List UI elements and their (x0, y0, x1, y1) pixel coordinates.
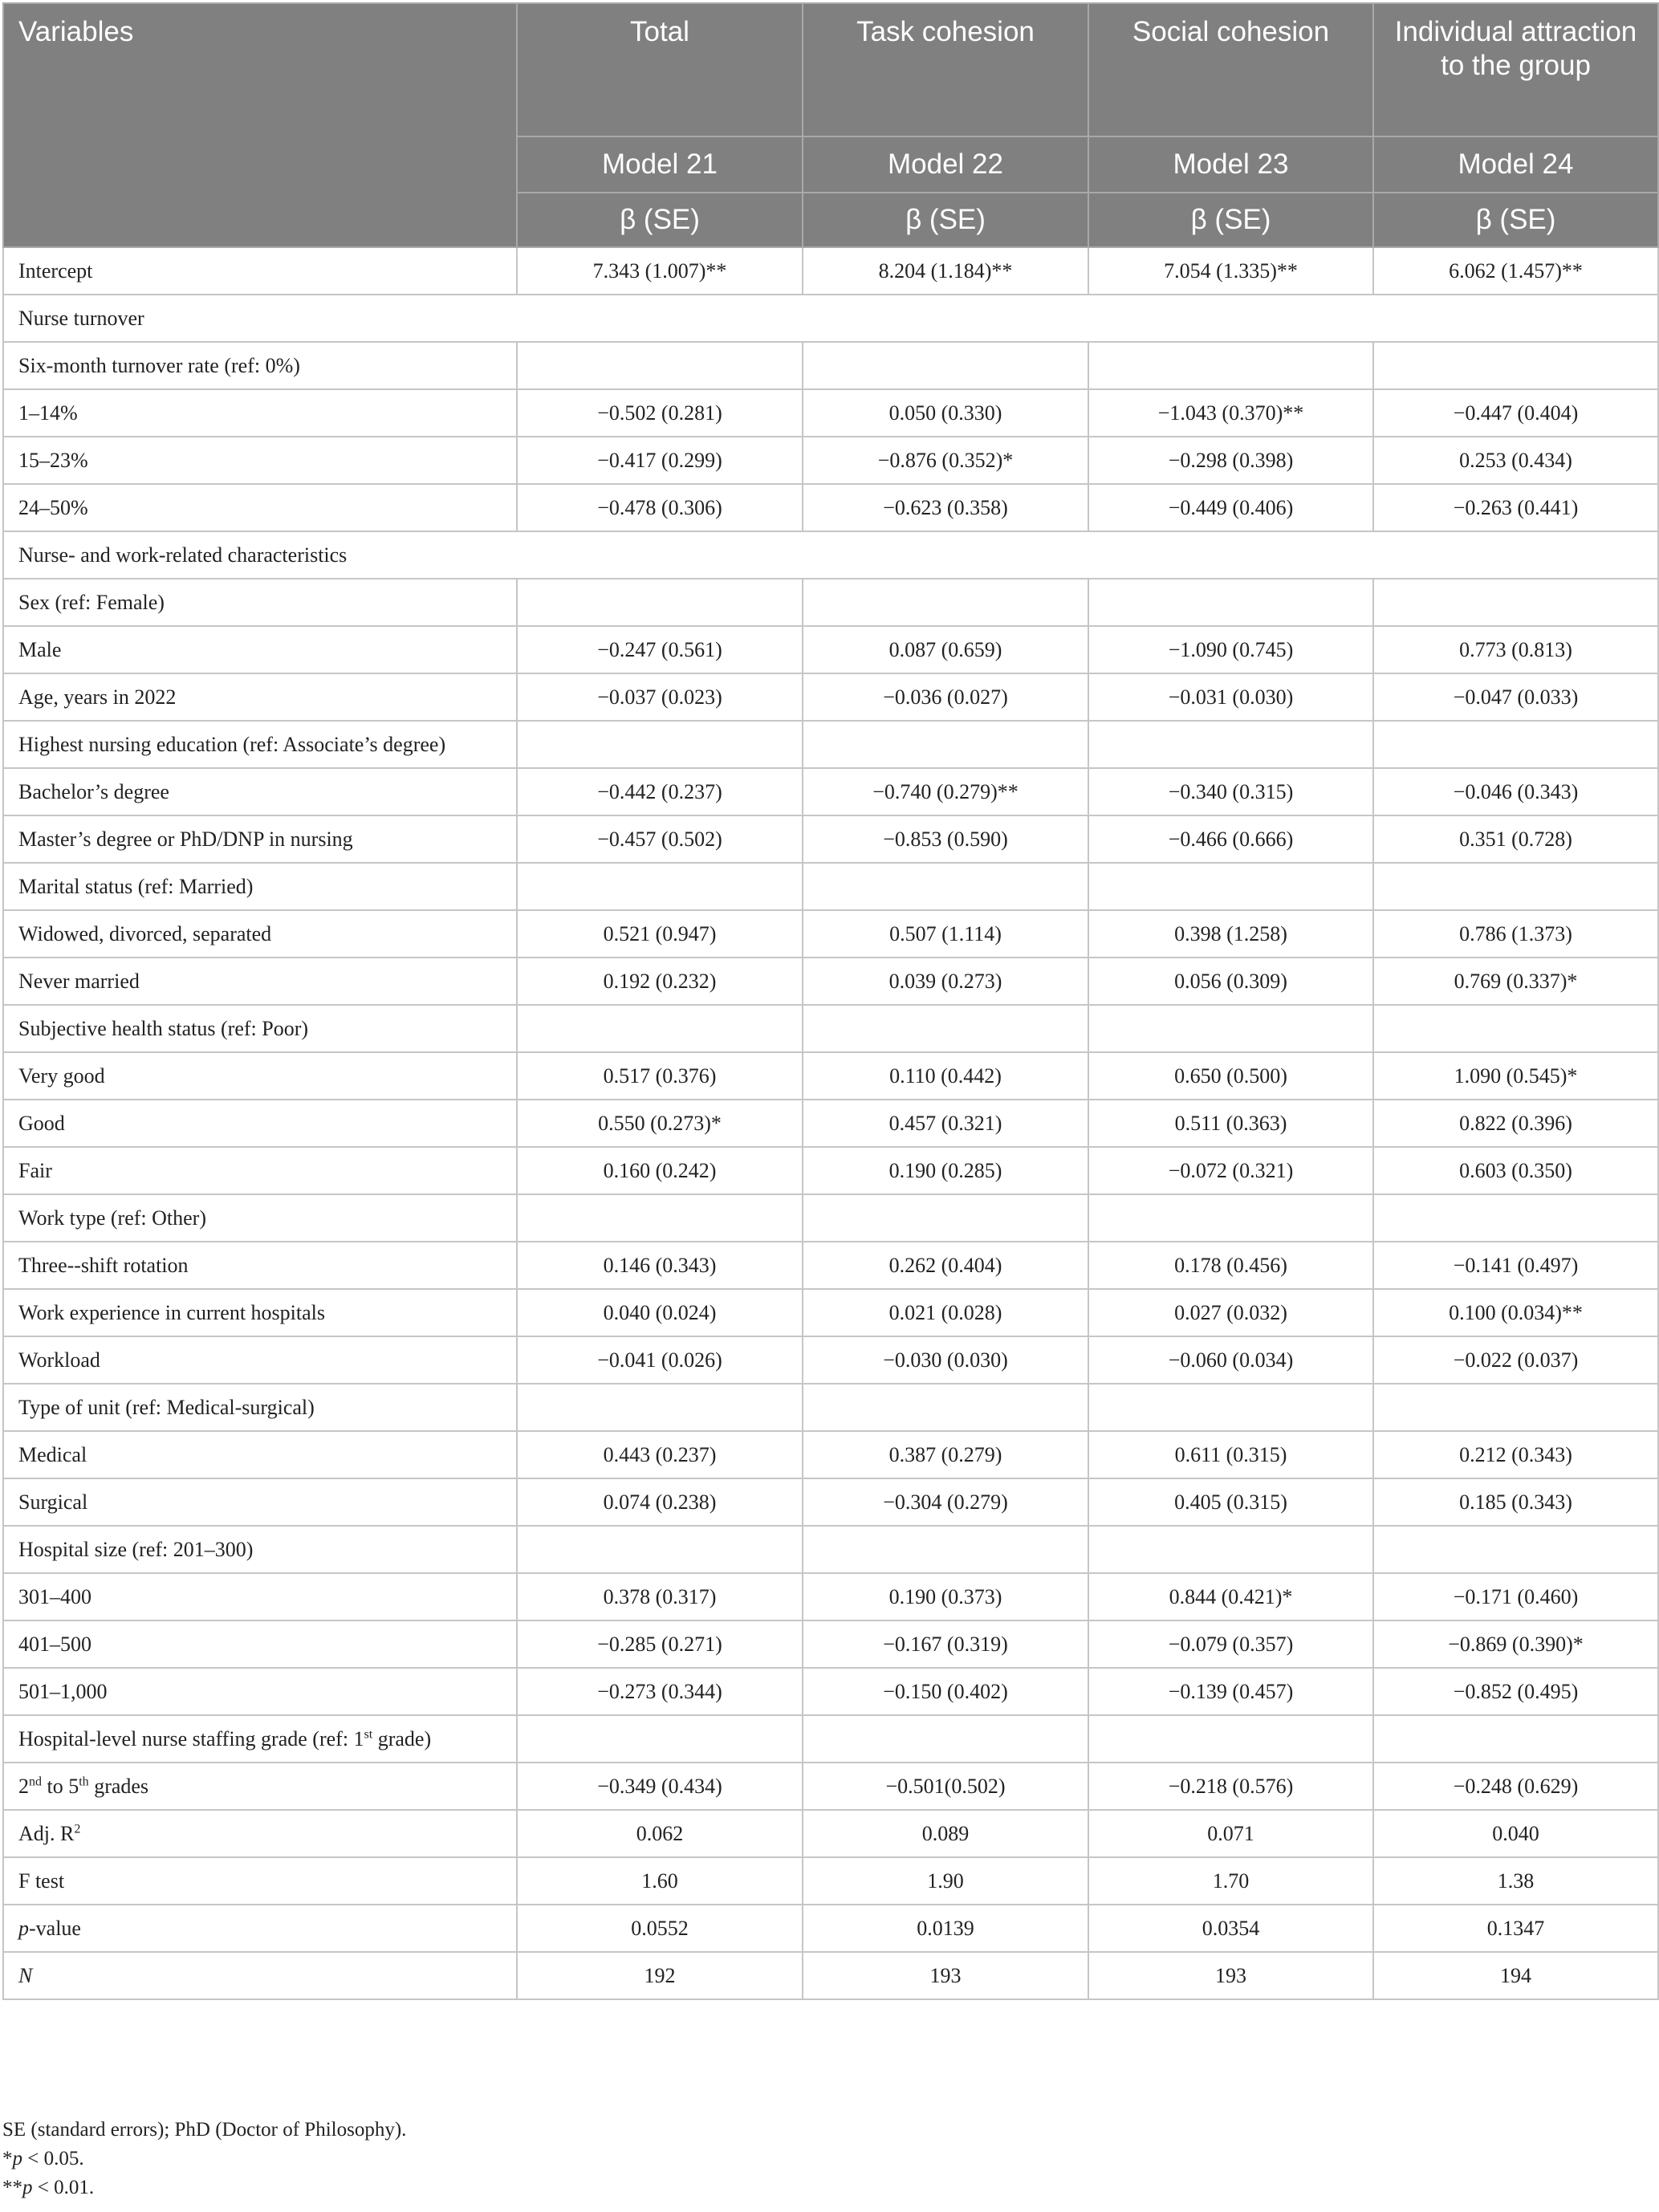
footnote-abbreviations: SE (standard errors); PhD (Doctor of Philosophy). (2, 2119, 407, 2141)
header-stat-2: β (SE) (803, 193, 1088, 247)
row-label: N (3, 1952, 517, 1999)
footnote-significance-01 (2, 2173, 406, 2202)
cell-model-24: −0.022 (0.037) (1373, 1336, 1658, 1384)
row-label: Subjective health status (ref: Poor) (3, 1005, 517, 1052)
regression-table (2, 2, 1659, 2000)
cell-model-24: 1.090 (0.545)* (1373, 1052, 1658, 1100)
table-row (3, 721, 1658, 768)
label-text: grades (88, 1774, 149, 1798)
header-stat-1: β (SE) (517, 193, 803, 247)
cell-model-22 (803, 579, 1088, 626)
cell-model-21: −0.037 (0.023) (517, 673, 803, 721)
cell-model-24: 0.253 (0.434) (1373, 437, 1658, 484)
section-row (3, 295, 1658, 342)
header-model-22: Model 22 (803, 136, 1088, 193)
row-label: Age, years in 2022 (3, 673, 517, 721)
cell-model-23 (1088, 579, 1373, 626)
cell-model-24 (1373, 1005, 1658, 1052)
cell-model-22 (803, 721, 1088, 768)
cell-model-21: 0.074 (0.238) (517, 1478, 803, 1526)
row-label: Master’s degree or PhD/DNP in nursing (3, 815, 517, 863)
header-variables: Variables (3, 3, 517, 247)
cell-model-23: 193 (1088, 1952, 1373, 1999)
table-row (3, 1289, 1658, 1336)
cell-model-23 (1088, 342, 1373, 389)
row-label: Highest nursing education (ref: Associate’s degree) (3, 721, 517, 768)
header-model-23: Model 23 (1088, 136, 1373, 193)
row-label (3, 1810, 517, 1857)
footnote-star: ** (2, 2177, 22, 2198)
cell-model-24 (1373, 579, 1658, 626)
cell-model-21 (517, 1715, 803, 1763)
section-row (3, 531, 1658, 579)
cell-model-21: −0.442 (0.237) (517, 768, 803, 815)
footnote-star: * (2, 2148, 13, 2169)
table-row (3, 815, 1658, 863)
cell-model-24: −0.263 (0.441) (1373, 484, 1658, 531)
cell-model-22 (803, 863, 1088, 910)
cell-model-21: 192 (517, 1952, 803, 1999)
row-label: Very good (3, 1052, 517, 1100)
table-row (3, 1147, 1658, 1194)
cell-model-24: 1.38 (1373, 1857, 1658, 1905)
cell-model-23 (1088, 1526, 1373, 1573)
cell-model-24: 0.822 (0.396) (1373, 1100, 1658, 1147)
cell-model-21: 1.60 (517, 1857, 803, 1905)
cell-model-21 (517, 1005, 803, 1052)
cell-model-24: 0.100 (0.034)** (1373, 1289, 1658, 1336)
row-label: Hospital size (ref: 201–300) (3, 1526, 517, 1573)
cell-model-22: −0.150 (0.402) (803, 1668, 1088, 1715)
cell-model-24: 0.769 (0.337)* (1373, 958, 1658, 1005)
row-label: Work type (ref: Other) (3, 1194, 517, 1242)
row-label: 501–1,000 (3, 1668, 517, 1715)
cell-model-24 (1373, 721, 1658, 768)
section-label: Nurse turnover (3, 295, 1658, 342)
cell-model-24: 0.185 (0.343) (1373, 1478, 1658, 1526)
cell-model-23: −1.090 (0.745) (1088, 626, 1373, 673)
cell-model-22 (803, 1384, 1088, 1431)
table-row (3, 1573, 1658, 1620)
cell-model-22: 0.190 (0.285) (803, 1147, 1088, 1194)
cell-model-23 (1088, 1384, 1373, 1431)
table-row (3, 1526, 1658, 1573)
cell-model-22: 8.204 (1.184)** (803, 247, 1088, 295)
footnote-significance-05 (2, 2145, 406, 2173)
cell-model-22: 0.050 (0.330) (803, 389, 1088, 437)
cell-model-23: 0.071 (1088, 1810, 1373, 1857)
section-label: Nurse- and work-related characteristics (3, 531, 1658, 579)
cell-model-23: −0.031 (0.030) (1088, 673, 1373, 721)
label-text: 2 (18, 1774, 29, 1798)
cell-model-24: −0.047 (0.033) (1373, 673, 1658, 721)
label-text: to 5 (42, 1774, 79, 1798)
row-label: Good (3, 1100, 517, 1147)
cell-model-24: −0.248 (0.629) (1373, 1763, 1658, 1810)
cell-model-24: 0.773 (0.813) (1373, 626, 1658, 673)
cell-model-23 (1088, 721, 1373, 768)
cell-model-22: −0.740 (0.279)** (803, 768, 1088, 815)
cell-model-24: 0.040 (1373, 1810, 1658, 1857)
cell-model-21: −0.285 (0.271) (517, 1620, 803, 1668)
table-row (3, 342, 1658, 389)
cell-model-23: −0.340 (0.315) (1088, 768, 1373, 815)
label-text: p (18, 1916, 29, 1940)
cell-model-23 (1088, 1715, 1373, 1763)
row-label: Workload (3, 1336, 517, 1384)
cell-model-21 (517, 1526, 803, 1573)
cell-model-23: −1.043 (0.370)** (1088, 389, 1373, 437)
cell-model-22 (803, 1526, 1088, 1573)
table-row (3, 1668, 1658, 1715)
cell-model-22 (803, 1194, 1088, 1242)
row-label: Three--shift rotation (3, 1242, 517, 1289)
header-group-social-cohesion: Social cohesion (1088, 3, 1373, 136)
cell-model-23: −0.139 (0.457) (1088, 1668, 1373, 1715)
table-row (3, 1905, 1658, 1952)
cell-model-21: −0.349 (0.434) (517, 1763, 803, 1810)
cell-model-24: 0.351 (0.728) (1373, 815, 1658, 863)
table-row (3, 768, 1658, 815)
table-row (3, 1194, 1658, 1242)
header-group-total: Total (517, 3, 803, 136)
header-group-individual-attraction: Individual attraction to the group (1373, 3, 1658, 136)
cell-model-21: 7.343 (1.007)** (517, 247, 803, 295)
cell-model-24: −0.852 (0.495) (1373, 1668, 1658, 1715)
cell-model-22: 0.039 (0.273) (803, 958, 1088, 1005)
header-group-task-cohesion: Task cohesion (803, 3, 1088, 136)
table-row (3, 1857, 1658, 1905)
table-row (3, 1242, 1658, 1289)
cell-model-23 (1088, 863, 1373, 910)
table-row (3, 1005, 1658, 1052)
cell-model-21: 0.443 (0.237) (517, 1431, 803, 1478)
cell-model-22: 1.90 (803, 1857, 1088, 1905)
table-row (3, 1052, 1658, 1100)
table-row (3, 1431, 1658, 1478)
table-row (3, 910, 1658, 958)
row-label: 24–50% (3, 484, 517, 531)
cell-model-23: 0.178 (0.456) (1088, 1242, 1373, 1289)
row-label: Work experience in current hospitals (3, 1289, 517, 1336)
row-label (3, 1905, 517, 1952)
table-row (3, 626, 1658, 673)
table-footnotes (2, 2116, 406, 2202)
row-label: Male (3, 626, 517, 673)
cell-model-21 (517, 342, 803, 389)
cell-model-23: 1.70 (1088, 1857, 1373, 1905)
cell-model-21: −0.502 (0.281) (517, 389, 803, 437)
cell-model-21 (517, 1194, 803, 1242)
cell-model-21: 0.550 (0.273)* (517, 1100, 803, 1147)
row-label: 401–500 (3, 1620, 517, 1668)
table-row (3, 1100, 1658, 1147)
cell-model-22 (803, 1005, 1088, 1052)
cell-model-23: 0.405 (0.315) (1088, 1478, 1373, 1526)
cell-model-23: 7.054 (1.335)** (1088, 247, 1373, 295)
table-row (3, 1620, 1658, 1668)
cell-model-21: −0.247 (0.561) (517, 626, 803, 673)
cell-model-24: 0.212 (0.343) (1373, 1431, 1658, 1478)
table-row (3, 1952, 1658, 1999)
cell-model-21: −0.478 (0.306) (517, 484, 803, 531)
label-text: Adj. R (18, 1821, 75, 1845)
cell-model-24 (1373, 1384, 1658, 1431)
cell-model-22: 0.387 (0.279) (803, 1431, 1088, 1478)
table-row (3, 958, 1658, 1005)
cell-model-24 (1373, 1715, 1658, 1763)
cell-model-24: −0.141 (0.497) (1373, 1242, 1658, 1289)
cell-model-22: −0.036 (0.027) (803, 673, 1088, 721)
cell-model-21: 0.0552 (517, 1905, 803, 1952)
cell-model-22: −0.853 (0.590) (803, 815, 1088, 863)
cell-model-22: 0.110 (0.442) (803, 1052, 1088, 1100)
cell-model-24: −0.171 (0.460) (1373, 1573, 1658, 1620)
cell-model-23 (1088, 1194, 1373, 1242)
cell-model-22: −0.167 (0.319) (803, 1620, 1088, 1668)
header-model-24: Model 24 (1373, 136, 1658, 193)
cell-model-23: 0.611 (0.315) (1088, 1431, 1373, 1478)
cell-model-22: 0.0139 (803, 1905, 1088, 1952)
row-label: 301–400 (3, 1573, 517, 1620)
cell-model-22: −0.623 (0.358) (803, 484, 1088, 531)
footnote-threshold: < 0.01. (32, 2177, 95, 2198)
cell-model-23: 0.056 (0.309) (1088, 958, 1373, 1005)
row-label: Intercept (3, 247, 517, 295)
cell-model-23: −0.060 (0.034) (1088, 1336, 1373, 1384)
cell-model-24: −0.447 (0.404) (1373, 389, 1658, 437)
cell-model-24: −0.046 (0.343) (1373, 768, 1658, 815)
cell-model-23: 0.511 (0.363) (1088, 1100, 1373, 1147)
cell-model-24: 6.062 (1.457)** (1373, 247, 1658, 295)
cell-model-21: 0.040 (0.024) (517, 1289, 803, 1336)
cell-model-22: 0.087 (0.659) (803, 626, 1088, 673)
row-label (3, 1715, 517, 1763)
cell-model-21: −0.457 (0.502) (517, 815, 803, 863)
cell-model-24: 194 (1373, 1952, 1658, 1999)
header-stat-3: β (SE) (1088, 193, 1373, 247)
row-label: Bachelor’s degree (3, 768, 517, 815)
row-label: Fair (3, 1147, 517, 1194)
label-text: -value (29, 1916, 81, 1940)
label-superscript: st (364, 1726, 373, 1741)
cell-model-22: 0.089 (803, 1810, 1088, 1857)
cell-model-22: 0.262 (0.404) (803, 1242, 1088, 1289)
cell-model-21: 0.517 (0.376) (517, 1052, 803, 1100)
table-row (3, 863, 1658, 910)
row-label: Never married (3, 958, 517, 1005)
row-label: Type of unit (ref: Medical-surgical) (3, 1384, 517, 1431)
cell-model-21: 0.192 (0.232) (517, 958, 803, 1005)
cell-model-22: 0.457 (0.321) (803, 1100, 1088, 1147)
label-superscript: th (79, 1774, 89, 1788)
table-row (3, 1715, 1658, 1763)
cell-model-24 (1373, 1194, 1658, 1242)
cell-model-23: −0.072 (0.321) (1088, 1147, 1373, 1194)
cell-model-22: 0.190 (0.373) (803, 1573, 1088, 1620)
cell-model-21: 0.160 (0.242) (517, 1147, 803, 1194)
cell-model-21 (517, 721, 803, 768)
footnote-p: p (22, 2177, 33, 2198)
cell-model-21: 0.521 (0.947) (517, 910, 803, 958)
cell-model-21 (517, 579, 803, 626)
cell-model-23: −0.466 (0.666) (1088, 815, 1373, 863)
footnote-p: p (12, 2148, 22, 2169)
row-label: Surgical (3, 1478, 517, 1526)
table-body (3, 247, 1658, 1999)
row-label: Marital status (ref: Married) (3, 863, 517, 910)
cell-model-21: 0.146 (0.343) (517, 1242, 803, 1289)
table-row (3, 1384, 1658, 1431)
row-label: F test (3, 1857, 517, 1905)
cell-model-23: −0.218 (0.576) (1088, 1763, 1373, 1810)
cell-model-24 (1373, 342, 1658, 389)
cell-model-23: −0.449 (0.406) (1088, 484, 1373, 531)
cell-model-22 (803, 1715, 1088, 1763)
cell-model-21: 0.062 (517, 1810, 803, 1857)
cell-model-22: 0.021 (0.028) (803, 1289, 1088, 1336)
cell-model-21: −0.041 (0.026) (517, 1336, 803, 1384)
cell-model-24 (1373, 863, 1658, 910)
table-row (3, 1336, 1658, 1384)
cell-model-23: 0.398 (1.258) (1088, 910, 1373, 958)
cell-model-23: −0.079 (0.357) (1088, 1620, 1373, 1668)
row-label: 1–14% (3, 389, 517, 437)
cell-model-22: −0.304 (0.279) (803, 1478, 1088, 1526)
cell-model-22: −0.501(0.502) (803, 1763, 1088, 1810)
table-row (3, 673, 1658, 721)
header-row-groups (3, 3, 1658, 136)
cell-model-23: 0.0354 (1088, 1905, 1373, 1952)
cell-model-21 (517, 1384, 803, 1431)
cell-model-24: 0.603 (0.350) (1373, 1147, 1658, 1194)
row-label: Widowed, divorced, separated (3, 910, 517, 958)
cell-model-24: 0.786 (1.373) (1373, 910, 1658, 958)
cell-model-22: −0.876 (0.352)* (803, 437, 1088, 484)
row-label: Sex (ref: Female) (3, 579, 517, 626)
cell-model-22: 0.507 (1.114) (803, 910, 1088, 958)
cell-model-23: 0.650 (0.500) (1088, 1052, 1373, 1100)
table-row (3, 1763, 1658, 1810)
table-row (3, 437, 1658, 484)
table-row (3, 484, 1658, 531)
cell-model-23: 0.027 (0.032) (1088, 1289, 1373, 1336)
row-label: Medical (3, 1431, 517, 1478)
header-stat-4: β (SE) (1373, 193, 1658, 247)
table-row (3, 579, 1658, 626)
label-text: Hospital-level nurse staffing grade (ref: 1 (18, 1726, 364, 1750)
table-row (3, 247, 1658, 295)
label-text: grade) (372, 1726, 432, 1750)
cell-model-24: −0.869 (0.390)* (1373, 1620, 1658, 1668)
label-superscript: 2 (74, 1821, 81, 1836)
cell-model-24 (1373, 1526, 1658, 1573)
row-label: Six-month turnover rate (ref: 0%) (3, 342, 517, 389)
cell-model-23 (1088, 1005, 1373, 1052)
footnote-threshold: < 0.05. (22, 2148, 84, 2169)
row-label: 15–23% (3, 437, 517, 484)
cell-model-24: 0.1347 (1373, 1905, 1658, 1952)
cell-model-23: 0.844 (0.421)* (1088, 1573, 1373, 1620)
label-superscript: nd (29, 1774, 42, 1788)
cell-model-21: 0.378 (0.317) (517, 1573, 803, 1620)
cell-model-22: 193 (803, 1952, 1088, 1999)
cell-model-21: −0.417 (0.299) (517, 437, 803, 484)
row-label (3, 1763, 517, 1810)
header-model-21: Model 21 (517, 136, 803, 193)
cell-model-23: −0.298 (0.398) (1088, 437, 1373, 484)
cell-model-21 (517, 863, 803, 910)
table-header (3, 3, 1658, 247)
table-row (3, 389, 1658, 437)
cell-model-22 (803, 342, 1088, 389)
regression-table-container (2, 2, 1657, 2000)
cell-model-22: −0.030 (0.030) (803, 1336, 1088, 1384)
cell-model-21: −0.273 (0.344) (517, 1668, 803, 1715)
table-row (3, 1810, 1658, 1857)
table-row (3, 1478, 1658, 1526)
